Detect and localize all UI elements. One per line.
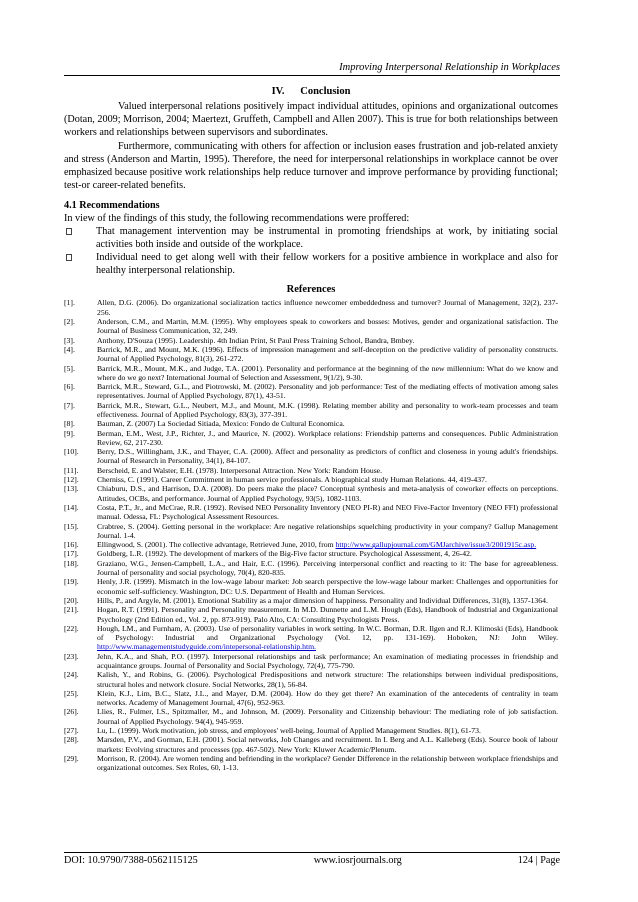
reference-item [64, 624, 558, 652]
reference-number: [14]. [64, 502, 79, 512]
page-footer [64, 852, 560, 866]
recommendations-heading: 4.1 Recommendations [64, 200, 160, 212]
reference-item [64, 577, 558, 596]
reference-number: [3]. [64, 335, 75, 345]
reference-number: [15]. [64, 521, 79, 531]
reference-number: [8]. [64, 419, 75, 429]
reference-item [64, 735, 558, 754]
reference-text: Goldberg, L.R. (1992). The development of markers of the Big-Five factor structure. Psychological Assessment, 4, 26-42. [97, 549, 472, 559]
reference-item [64, 345, 558, 364]
running-header [64, 62, 560, 76]
reference-number: [23]. [64, 651, 79, 661]
reference-text: Graziano, W.G., Jensen-Campbell, L.A., and Hair, E.C. (1996). Perceiving interpersonal conflict and reacting to it: The base for agreeableness. Journal of personality and social psychology, 70(4), 820-835. [97, 558, 558, 578]
reference-number: [12]. [64, 475, 79, 485]
reference-text: Marsden, P.V., and Gorman, E.H. (2001). Social networks, Job Changes and recruitment. In I. Berg and A.L. Kalleberg (Eds). Source book of labour markets: Evolving structures and processes (pp. 467-502). New York: Kluwer Academic/Plenum. [97, 735, 558, 754]
reference-text: Barrick, M.R., Mount, M.K., and Judge, T.A. (2001). Personality and performance at the beginning of the new millennium: What do we know and where do we go next? International Journal of Selection and Assessment, 9(1/2), 9-30. [97, 363, 558, 382]
reference-text: Chiaburu, D.S., and Harrison, D.A. (2008). Do peers make the place? Conceptual synthesis and meta-analysis of coworker effects on perceptions. Attitudes, OCBs, and performance. Journal of Applied Psychology, 93(5), 1082-1103. [97, 484, 558, 503]
conclusion-paragraph-1: Valued interpersonal relations positively impact individual attitudes, opinions and organizational outcomes (Dotan, 2009; Morrison, 2004; Maertezt, Gruffeth, Campbell and Allen 2007). This is true for both relationships between workers and relationships between supervisors and subordinates. [64, 101, 558, 139]
reference-number: [13]. [64, 484, 79, 494]
reference-item [64, 689, 558, 708]
reference-number: [17]. [64, 549, 79, 559]
reference-item [64, 596, 558, 605]
reference-text: Barrick, M.R., and Mount, M.K. (1996). Effects of impression management and self-deception on the predictive validity of personality constructs. Journal of Applied Psychology, 81(3), 261-272. [97, 344, 558, 364]
reference-item [64, 401, 558, 420]
reference-item [64, 522, 558, 541]
reference-text: Hogan, R.T. (1991). Personality and Personality measurement. In M.D. Dunnette and L.M. Hough (Eds), Handbook of Industrial and Organizational Psychology (2nd Edition ed., Vol. 2, pp. 873-919). Palo Alto, CA: Consulting Psychologists Press. [97, 605, 558, 624]
reference-item [64, 419, 558, 428]
reference-text: Morrison, R. (2004). Are women tending and befriending in the workplace? Gender Difference in the relationship between workplace friendships and organizational outcomes. Sex Roles, 60, 1-13. [97, 753, 558, 773]
recommendations-list [64, 225, 558, 277]
reference-item [64, 298, 558, 317]
reference-text: Berman, E.M., West, J.P., Richter, J., and Maurice, N. (2002). Workplace relations: Friendship patterns and consequences. Public Administration Review, 62, 217-230. [97, 428, 558, 447]
reference-item [64, 559, 558, 578]
reference-item [64, 754, 558, 773]
reference-number: [5]. [64, 363, 75, 373]
reference-item [64, 364, 558, 383]
bullet-box-icon [66, 254, 72, 261]
reference-text: Anthony, D'Souza (1995). Leadership. 4th Indian Print, St Paul Press Training School, Bandra, Bmbey. [97, 335, 415, 345]
reference-item [64, 484, 558, 503]
section-heading: IV. Conclusion [271, 86, 351, 97]
reference-text: Cherniss, C. (1991). Career Commitment in human service professionals. A biographical study Human Relations. 44, 419-437. [97, 475, 487, 485]
reference-number: [2]. [64, 317, 75, 327]
reference-text: Kalish, Y., and Robins, G. (2006). Psychological Predispositions and network structure: The relationships between individual predispositions, structural holes and network closure. Social Networks, 28(1), 56-84. [97, 670, 558, 689]
reference-number: [18]. [64, 558, 79, 568]
running-title: Improving Interpersonal Relationship in Workplaces [339, 62, 560, 73]
reference-number: [29]. [64, 753, 79, 763]
reference-number: [10]. [64, 447, 79, 457]
reference-item [64, 605, 558, 624]
reference-number: [22]. [64, 623, 79, 633]
reference-text: Ellingwood, S. (2001). The collective advantage, Retrieved June, 2010, from http://www.gallupjournal.com/GMJarchive/issue3/2001915c.asp. [97, 540, 537, 550]
reference-text: Jehn, K.A., and Shah, P.O. (1997). Interpersonal relationships and task performance; An examination of mediating processes in friendship and acquaintance groups. Journal of Personality and Social Psychology, 72(4), 775-790. [97, 651, 558, 670]
reference-text: Berscheid, E. and Walster, E.H. (1978). Interpersonal Attraction. New York: Random House. [97, 465, 383, 475]
recommendation-item: Individual need to get along well with their fellow workers for a positive ambience in workplace and also for healthy interpersonal relationship. [64, 251, 558, 277]
reference-text: Henly, J.R. (1999). Mismatch in the low-wage labour market: Job search perspective the low-wage labour market: Challenges and opportunities for economic self-sufficiency. Washington, DC: U.S. Department of Health and Human Services. [97, 577, 558, 596]
reference-number: [11]. [64, 465, 79, 475]
conclusion-paragraph-2: Furthermore, communicating with others for affection or inclusion eases frustration and job-related anxiety and stress (Anderson and Martin, 1995). Therefore, the need for interpersonal relationships in workplace cannot be over emphasized because positive work relationships help reduce turnover and improve performance by providing functional; test-or career-related benefits. [64, 140, 558, 192]
reference-item [64, 726, 558, 735]
reference-item [64, 447, 558, 466]
reference-number: [28]. [64, 735, 79, 745]
page-content [64, 86, 558, 773]
reference-number: [9]. [64, 428, 75, 438]
reference-number: [16]. [64, 540, 79, 550]
reference-number: [7]. [64, 400, 75, 410]
footer-doi: DOI: 10.9790/7388-0562115125 [64, 855, 198, 866]
recommendations-intro: In view of the findings of this study, the following recommendations were proffered: [64, 213, 410, 225]
reference-number: [20]. [64, 595, 79, 605]
references-heading: References [286, 284, 336, 296]
reference-item [64, 707, 558, 726]
reference-item [64, 652, 558, 671]
reference-text: Hough, LM., and Furnham, A. (2003). Use of personality variables in work setting. In W.C. Borman, D.R. Ilgen and R.J. Klimoski (Eds), Handbook of Psychology: Industrial and Organizational Psychology (Vol. 12, pp. 131-169). Hoboken, NJ: John Wiley. http://www.managementstudyguide.com/intepersonal-relationship.htm. [97, 623, 558, 652]
reference-item [64, 670, 558, 689]
reference-number: [24]. [64, 670, 79, 680]
reference-item [64, 549, 558, 558]
reference-text: Barrick, M.R., Stewart, G.L., Neubert, M.J., and Mount, M.K. (1998). Relating member ability and personality to work-team processes and team effectiveness. Journal of Applied Psychology, 83(3), 377-391. [97, 400, 558, 419]
reference-number: [27]. [64, 726, 79, 736]
reference-item [64, 429, 558, 448]
reference-number: [6]. [64, 382, 75, 392]
reference-number: [21]. [64, 605, 79, 615]
footer-page-number: 124 | Page [517, 855, 560, 866]
reference-number: [1]. [64, 298, 75, 308]
reference-text: Crabtree, S. (2004). Getting personal in the workplace: Are negative relationships squelching productivity in your company? Gallup Management Journal. 1-4. [97, 521, 558, 540]
reference-item [64, 503, 558, 522]
reference-item [64, 475, 558, 484]
reference-text: Anderson, C.M., and Martin, M.M. (1995). Why employees speak to coworkers and bosses: Motives, gender and organizational satisfaction. The Journal of Business Communication, 32, 249. [97, 317, 558, 336]
reference-item [64, 540, 558, 549]
reference-text: Barrick, M.R., Steward, G.L., and Piotrowski, M. (2002). Personality and job performance: Test of the mediating effects of motivation among sales representatives. Journal of Applied Psychology, 87(1), 43-51. [97, 382, 558, 401]
reference-text: Klein, K.J., Lim, B.C., Slatz, J.L., and Mayer, D.M. (2004). How do they get there? An examination of the antecedents of centrality in team networks. Academy of Management Journal, 47(6), 952-963. [97, 688, 558, 708]
reference-item [64, 317, 558, 336]
reference-text: Bauman, Z. (2007) La Sociedad Sitiada, Mexico: Fondo de Cultural Economica. [97, 419, 345, 429]
reference-number: [25]. [64, 688, 79, 698]
reference-number: [26]. [64, 707, 79, 717]
reference-text: Berry, D.S., Willingham, J.K., and Thayer, C.A. (2000). Affect and personality as predictors of conflict and closeness in young adult's friendships. Journal of Research in Personality, 34(1), 84-107. [97, 447, 558, 466]
reference-link[interactable]: http://www.gallupjournal.com/GMJarchive/issue3/2001915c.asp. [335, 540, 537, 550]
reference-text: Costa, P.T., Jr., and McCrae, R.R. (1992). Revised NEO Personality Inventory (NEO PI-R) and NEO Five-Factor Inventory (NEO FFI) professional manual. Odessa, FL: Psychological Assessment Resources. [97, 502, 558, 522]
reference-item [64, 336, 558, 345]
reference-text: Hills, P., and Argyle, M. (2001). Emotional Stability as a major dimension of happiness. Personality and Individual Differences, 31(8), 1357-1364. [97, 595, 548, 605]
references-list [64, 298, 558, 772]
recommendation-item: That management intervention may be instrumental in promoting friendships at work, by initiating social activities both inside and outside of the workplace. [64, 225, 558, 251]
reference-item [64, 382, 558, 401]
reference-number: [4]. [64, 344, 75, 354]
footer-site: www.iosrjournals.org [313, 855, 402, 866]
reference-text: Llies, R., Fulmer, I.S., Spitzmaller, M., and Johnson, M. (2009). Personality and Citizenship behaviour: The mediating role of job satisfaction. Journal of Applied Psychology. 94(4), 945-959. [97, 707, 558, 726]
reference-text: Allen, D.G. (2006). Do organizational socialization tactics influence newcomer embeddedness and turnover? Journal of Management, 32(2), 237-256. [97, 298, 558, 317]
reference-link[interactable]: http://www.managementstudyguide.com/intepersonal-relationship.htm. [97, 642, 316, 652]
reference-text: Lu, L. (1999). Work motivation, job stress, and employees' well-being, Journal of Applied Management Studies. 8(1), 61-73. [97, 726, 481, 736]
bullet-box-icon [66, 228, 72, 235]
reference-number: [19]. [64, 577, 79, 587]
reference-item [64, 466, 558, 475]
